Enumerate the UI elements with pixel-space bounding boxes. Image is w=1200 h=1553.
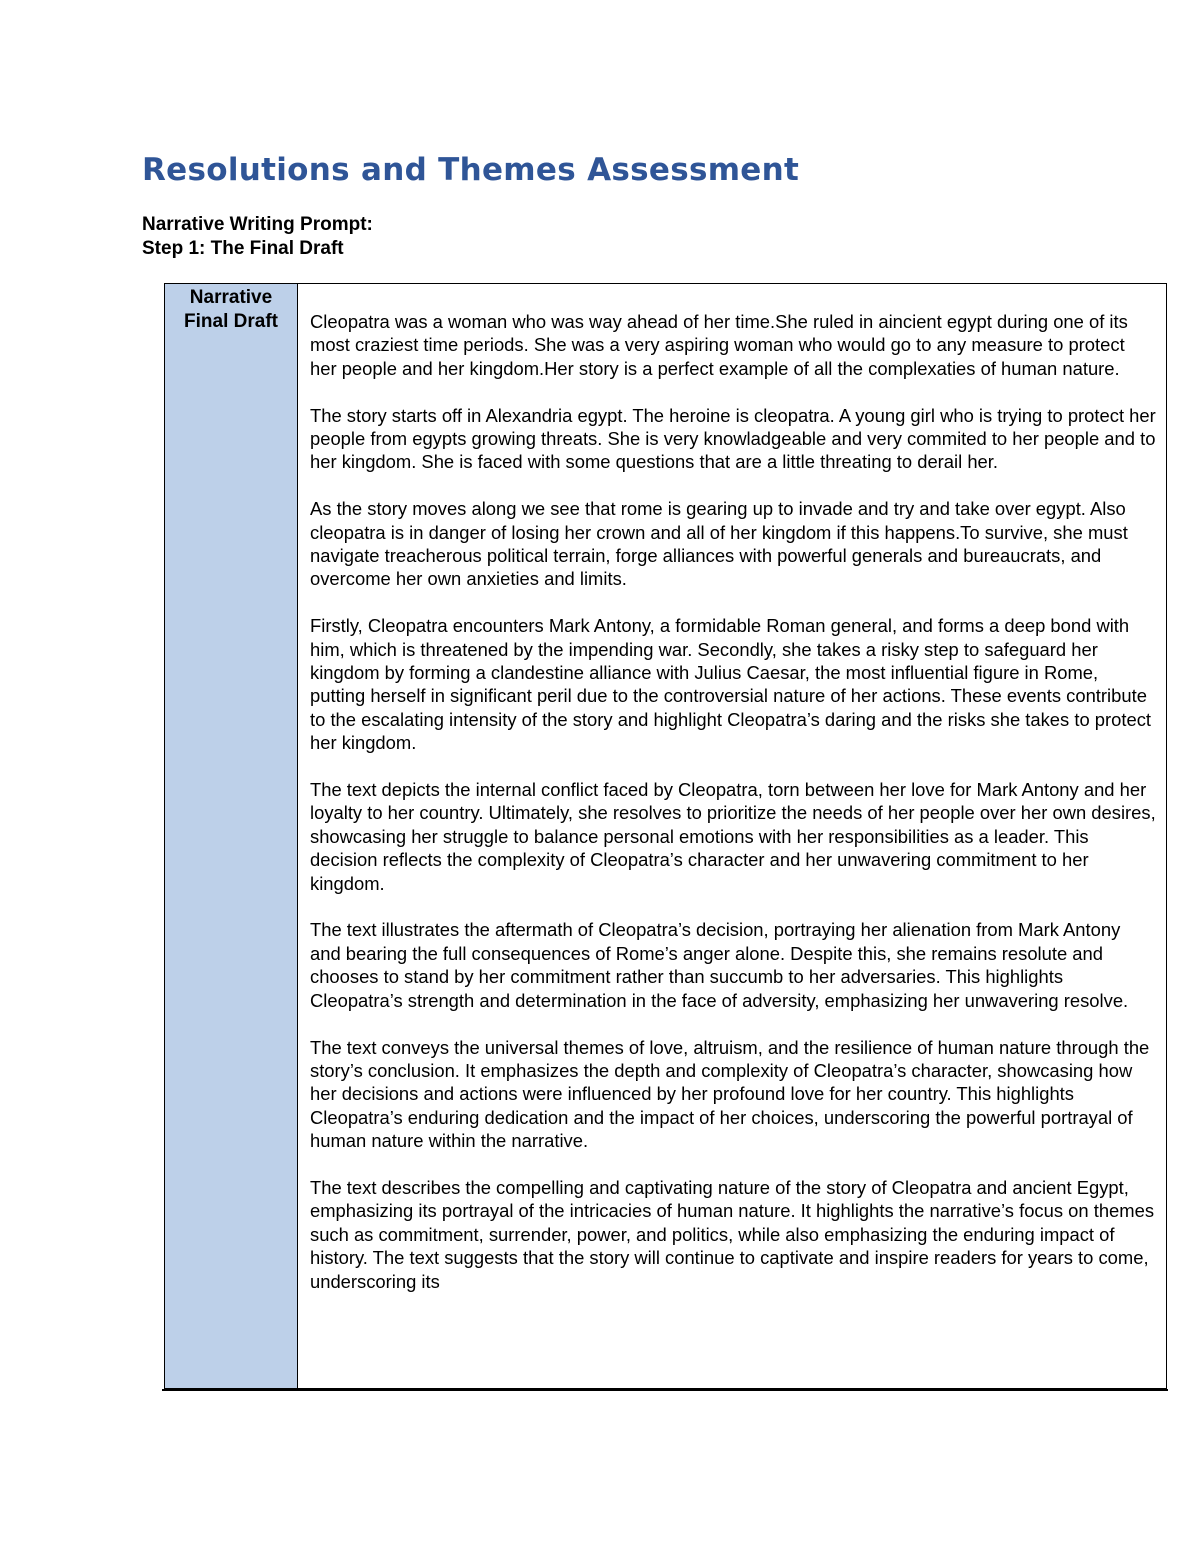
paragraph: The text depicts the internal conflict faced by Cleopatra, torn between her love for Mark Antony and her loyalty to her country. Ultimately, she resolves to prioritize the needs of her people over her own desires, showcasing her struggle to balance personal emotions with her responsibilities as a leader. This decision reflects the complexity of Cleopatra’s character and her unwavering commitment to her kingdom. bbox=[310, 779, 1156, 894]
paragraph: The text conveys the universal themes of love, altruism, and the resilience of human nature through the story’s conclusion. It emphasizes the depth and complexity of Cleopatra’s character, showcasing how her decisions and actions were influenced by her profound love for her country. This highlights Cleopatra’s enduring dedication and the impact of her choices, underscoring the powerful portrayal of human nature within the narrative. bbox=[310, 1036, 1150, 1152]
row-label-line-2: Final Draft bbox=[184, 311, 278, 332]
paragraph: Cleopatra was a woman who was way ahead of her time.She ruled in aincient egypt during one of its most craziest time periods. She was a very aspiring woman who would go to any measure to protect her people and her kingdom.Her story is a perfect example of all the complexaties of human nature. bbox=[310, 311, 1128, 379]
paragraph: As the story moves along we see that rome is gearing up to invade and try and take over egypt. Also cleopatra is in danger of losing her crown and all of her kingdom if this happens.To survive, she must navigate treacherous political terrain, forge alliances with powerful generals and bureaucrats, and overcome her own anxieties and limits. bbox=[310, 498, 1128, 590]
table-bottom-border bbox=[162, 1389, 1168, 1391]
table-row bbox=[165, 284, 1167, 1389]
prompt-line-writing-prompt: Narrative Writing Prompt: bbox=[142, 214, 373, 235]
content-cell bbox=[298, 284, 1167, 1389]
row-label bbox=[165, 284, 297, 334]
paragraph: Firstly, Cleopatra encounters Mark Antony, a formidable Roman general, and forms a deep bond with him, which is threatened by the impending war. Secondly, she takes a risky step to safeguard her kingdom by forming a clandestine alliance with Julius Caesar, the most influential figure in Rome, putting herself in significant peril due to the controversial nature of her actions. These events contribute to the escalating intensity of the story and highlight Cleopatra’s daring and the risks she takes to protect her kingdom. bbox=[310, 615, 1152, 754]
paragraph: The text illustrates the aftermath of Cleopatra’s decision, portraying her alienation from Mark Antony and bearing the full consequences of Rome’s anger alone. Despite this, she remains resolute and chooses to stand by her commitment rather than succumb to her adversaries. This highlights Cleopatra’s strength and determination in the face of adversity, emphasizing her unwavering resolve. bbox=[310, 919, 1129, 1011]
paragraph: The story starts off in Alexandria egypt. The heroine is cleopatra. A young girl who is trying to protect her people from egypts growing threats. She is very knowladgeable and very commited to her people and to her kingdom. She is faced with some questions that are a little threating to derail her. bbox=[310, 404, 1156, 473]
prompt-heading bbox=[142, 213, 373, 261]
prompt-line-step: Step 1: The Final Draft bbox=[142, 238, 344, 259]
paragraph: The text describes the compelling and captivating nature of the story of Cleopatra and ancient Egypt, emphasizing its portrayal of the intricacies of human nature. It highlights the narrative’s focus on themes such as commitment, surrender, power, and politics, while also emphasizing the enduring impact of history. The text suggests that the story will continue to captivate and inspire readers for years to come, underscoring its bbox=[310, 1176, 1155, 1292]
row-label-line-1: Narrative bbox=[189, 287, 273, 308]
page-title: Resolutions and Themes Assessment bbox=[142, 152, 800, 188]
draft-text bbox=[298, 284, 1166, 1384]
final-draft-table bbox=[164, 283, 1167, 1389]
label-cell bbox=[165, 284, 298, 1389]
